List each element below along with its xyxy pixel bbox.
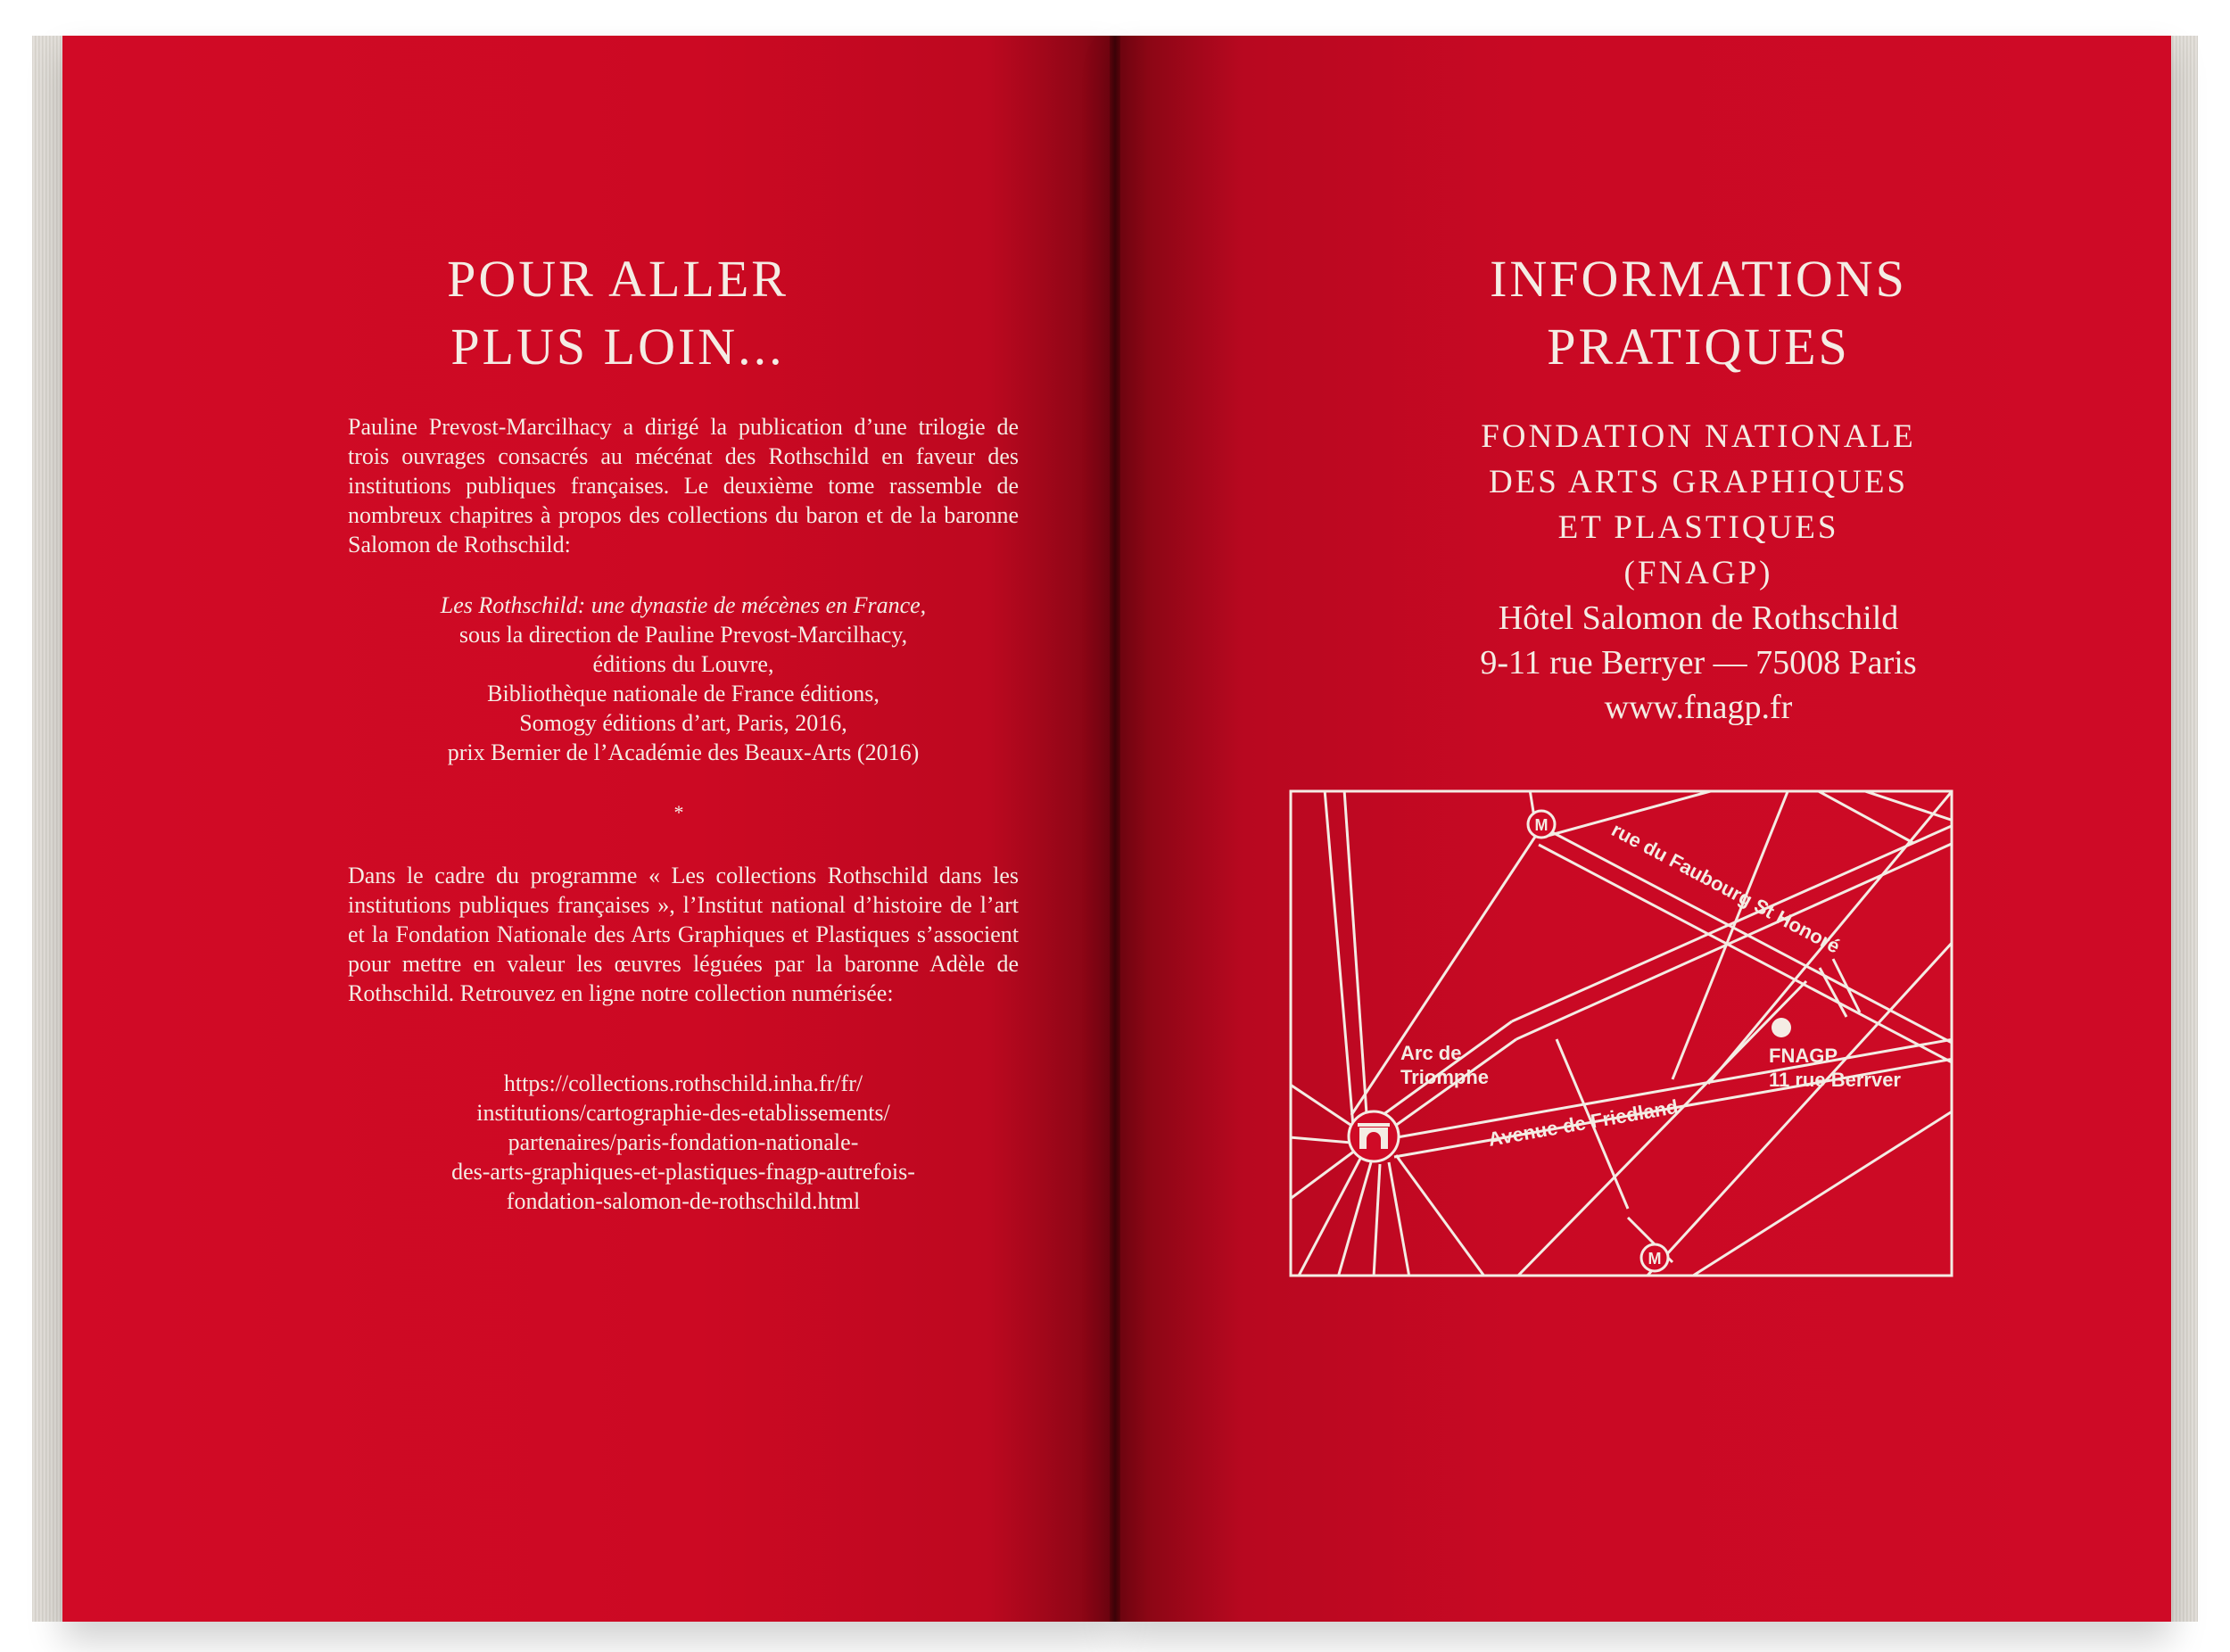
map-frame	[1291, 791, 1952, 1276]
heading-line: POUR ALLER	[447, 250, 789, 308]
organisation-name	[1117, 414, 2230, 596]
url-line: fondation-salomon-de-rothschild.html	[506, 1188, 861, 1214]
arc-de-triomphe-icon	[1349, 1111, 1399, 1161]
intro-paragraph: Pauline Prevost-Marcilhacy a dirigé la publication d’une trilogie de trois ouvrages consacrés au mécénat des Rothschild en faveur des institutions publiques françaises. Le deuxième tome rassemble de nombreux chapitres à propos des collections du baron et de la baronne Salomon de Rothschild:	[348, 414, 1019, 558]
reference-line: sous la direction de Pauline Prevost-Marcilhacy,	[458, 622, 908, 648]
left-page	[62, 36, 1113, 1622]
metro-symbol-top: M	[1534, 816, 1549, 834]
heading-line: PRATIQUES	[1547, 318, 1850, 376]
street-address: 9-11 rue Berryer — 75008 Paris	[1480, 644, 1917, 681]
reference-line: Bibliothèque nationale de France éditions,	[487, 681, 880, 706]
reference-line: prix Bernier de l’Académie des Beaux-Arts (2016)	[447, 739, 920, 765]
heading-line: PLUS LOIN...	[450, 318, 785, 376]
street-label-friedland: Avenue de Friedland	[1486, 1094, 1681, 1151]
metro-symbol-bottom: M	[1648, 1250, 1662, 1268]
street-label-faubourg: rue du Faubourg St Honoré	[1607, 818, 1844, 958]
book-gutter	[1110, 36, 1120, 1622]
organisation-line: FONDATION NATIONALE	[1481, 418, 1916, 455]
programme-paragraph: Dans le cadre du programme « Les collections Rothschild dans les institutions publiques françaises », l’Institut national d’histoire de l’art et la Fondation Nationale des Arts Graphiques et Plastiques s’associent pour mettre en valeur les œuvres léguées par la baronne Adèle de Rothschild. Retrouvez en ligne notre collection numérisée:	[348, 863, 1019, 1006]
street-network	[1289, 789, 1953, 1277]
metro-icon	[1528, 811, 1555, 838]
fnagp-label-line2: 11 rue Berrver	[1769, 1069, 1901, 1091]
left-page-heading	[62, 245, 1173, 381]
location-map	[1289, 789, 1953, 1277]
metro-icon	[1641, 1244, 1668, 1271]
arc-label-line2: Triomphe	[1400, 1066, 1490, 1088]
arc-label-line1: Arc de	[1400, 1042, 1462, 1064]
reference-line: Somogy éditions d’art, Paris, 2016,	[519, 710, 847, 736]
url-line: https://collections.rothschild.inha.fr/fr/	[503, 1070, 863, 1096]
location-dot-icon	[1772, 1018, 1791, 1037]
fnagp-label-line1: FNAGP	[1769, 1045, 1838, 1067]
organisation-line: DES ARTS GRAPHIQUES	[1488, 464, 1909, 500]
url-line: des-arts-graphiques-et-plastiques-fnagp-autrefois-	[451, 1159, 915, 1185]
venue-name: Hôtel Salomon de Rothschild	[1498, 599, 1899, 637]
website-link[interactable]: www.fnagp.fr	[1604, 689, 1793, 726]
right-page-heading	[1117, 245, 2230, 381]
url-line: institutions/cartographie-des-etablissements/	[476, 1100, 890, 1126]
organisation-line: (FNAGP)	[1623, 555, 1773, 591]
separator-asterisk: *	[673, 801, 684, 823]
book-reference	[321, 591, 1045, 767]
heading-line: INFORMATIONS	[1490, 250, 1907, 308]
book-title: Les Rothschild: une dynastie de mécènes en France,	[440, 592, 927, 618]
collection-url[interactable]	[321, 1069, 1045, 1216]
organisation-line: ET PLASTIQUES	[1557, 509, 1839, 546]
map-svg	[1289, 789, 1953, 1277]
right-page	[1117, 36, 2171, 1622]
reference-line: éditions du Louvre,	[592, 651, 774, 677]
url-line: partenaires/paris-fondation-nationale-	[508, 1129, 859, 1155]
address-block	[1117, 596, 2230, 730]
